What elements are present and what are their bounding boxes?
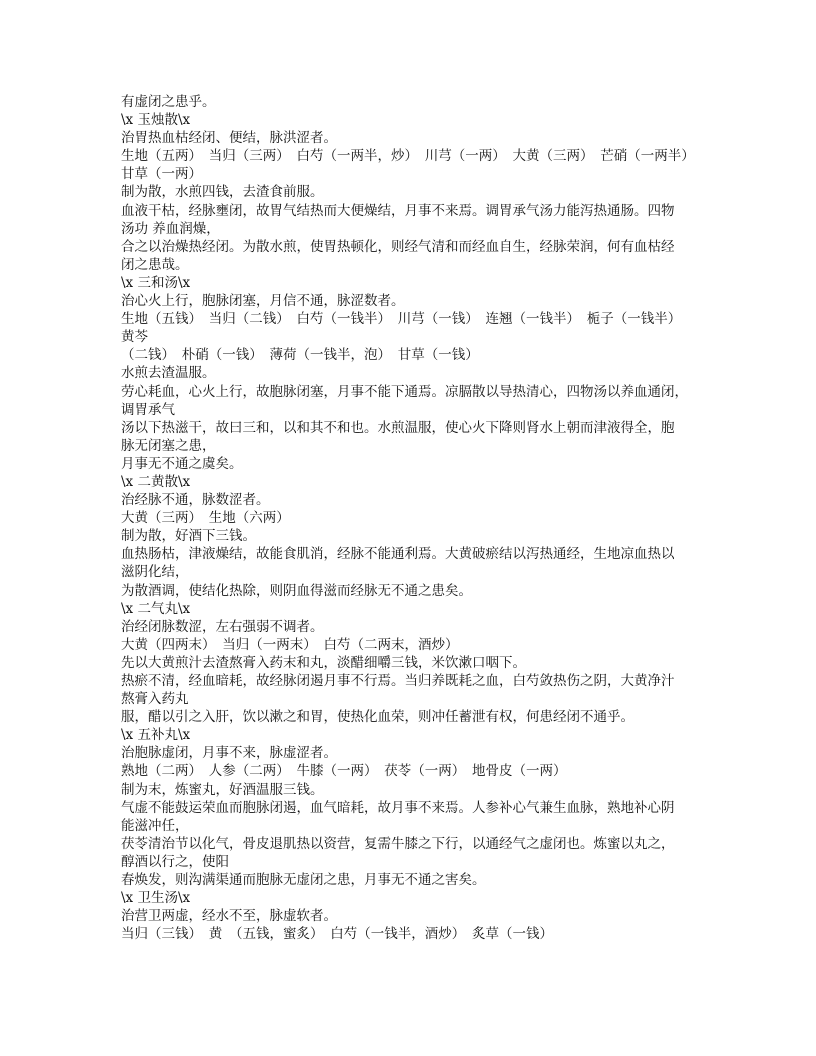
- document-page: [121, 93, 711, 943]
- text-line: 调胃承气: [121, 401, 175, 418]
- ingredients-line: 大黄（四两末） 当归（一两末） 白芍（二两末，酒炒）: [121, 636, 459, 653]
- text-line: 制为散，水煎四钱，去渣食前服。: [121, 184, 324, 201]
- text-line: 治胞脉虚闭，月事不来，脉虚涩者。: [121, 745, 337, 762]
- formula-heading: \x 玉烛散\x: [121, 112, 191, 129]
- formula-heading: \x 二黄散\x: [121, 473, 191, 490]
- text-line: 水煎去渣温服。: [121, 365, 216, 382]
- text-line: 能滋冲任，: [121, 817, 189, 834]
- text-line: 月事无不通之虞矣。: [121, 455, 243, 472]
- text-line: 治经闭脉数涩，左右强弱不调者。: [121, 618, 324, 635]
- formula-heading: \x 卫生汤\x: [121, 890, 191, 907]
- formula-heading: \x 五补丸\x: [121, 727, 191, 744]
- text-line: 闭之患哉。: [121, 256, 189, 273]
- text-line: 血液干枯，经脉壅闭，故胃气结热而大便燥结，月事不来焉。调胃承气汤力能泻热通肠。四物: [121, 202, 675, 219]
- text-line: 滋阴化结，: [121, 564, 189, 581]
- formula-heading: \x 二气丸\x: [121, 600, 191, 617]
- ingredients-line: 生地（五钱） 当归（二钱） 白芍（一钱半） 川芎（一钱） 连翘（一钱半） 栀子（一钱半）: [121, 311, 682, 328]
- ingredients-line: 大黄（三两） 生地（六两）: [121, 510, 290, 527]
- ingredients-line: 甘草（一两）: [121, 166, 202, 183]
- text-line: 醇酒以行之，使阳: [121, 853, 229, 870]
- text-line: 春焕发，则沟满渠通而胞脉无虚闭之患，月事无不通之害矣。: [121, 872, 486, 889]
- text-line: 制为散，好酒下三钱。: [121, 528, 256, 545]
- text-line: 血热肠枯，津液燥结，故能食肌消，经脉不能通利焉。大黄破瘀结以泻热通经，生地凉血热以: [121, 546, 675, 563]
- text-line: 热瘀不清，经血暗耗，故经脉闭遏月事不行焉。当归养既耗之血，白芍敛热伤之阴，大黄净汁: [121, 673, 675, 689]
- ingredients-line: 熟地（二两） 人参（二两） 牛膝（一两） 茯苓（一两） 地骨皮（一两）: [121, 763, 567, 780]
- text-line: 脉无闭塞之患，: [121, 437, 216, 454]
- text-line: 治胃热血枯经闭、便结，脉洪涩者。: [121, 130, 337, 147]
- formula-heading: \x 三和汤\x: [121, 274, 191, 291]
- text-line: 治营卫两虚，经水不至，脉虚软者。: [121, 908, 337, 925]
- text-line: 汤以下热滋干，故曰三和，以和其不和也。水煎温服，使心火下降则肾水上朝而津液得全，胞: [121, 419, 675, 436]
- text-line: 有虚闭之患乎。: [121, 94, 216, 110]
- text-line: 治经脉不通，脉数涩者。: [121, 492, 270, 509]
- text-line: 制为末，炼蜜丸，好酒温服三钱。: [121, 781, 324, 798]
- text-line: 为散酒调，使结化热除，则阴血得滋而经脉无不通之患矣。: [121, 582, 472, 599]
- ingredients-line: 生地（五两） 当归（三两） 白芍（一两半，炒） 川芎（一两） 大黄（三两） 芒硝（一两半）: [121, 148, 695, 165]
- text-line: 劳心耗血，心火上行，故胞脉闭塞，月事不能下通焉。凉膈散以导热清心，四物汤以养血通闭，: [121, 383, 688, 400]
- text-line: 服，醋以引之入肝，饮以漱之和胃，使热化血荣，则冲任蓄泄有权，何患经闭不通乎。: [121, 709, 634, 726]
- text-line: 茯苓清治节以化气，骨皮退肌热以资营，复需牛膝之下行，以通经气之虚闭也。炼蜜以丸之，: [121, 835, 675, 852]
- text-line: 熬膏入药丸: [121, 691, 189, 708]
- text-line: 先以大黄煎汁去渣熬膏入药末和丸，淡醋细嚼三钱，米饮漱口咽下。: [121, 654, 526, 671]
- text-line: 汤功 养血润燥，: [121, 220, 220, 237]
- ingredients-line: 当归（三钱） 黄 （五钱，蜜炙） 白芍（一钱半，酒炒） 炙草（一钱）: [121, 926, 553, 943]
- ingredients-line: 黄芩: [121, 329, 148, 346]
- text-line: 合之以治燥热经闭。为散水煎，使胃热顿化，则经气清和而经血自生，经脉荣润，何有血枯经: [121, 238, 675, 255]
- text-line: 气虚不能鼓运荣血而胞脉闭遏，血气暗耗，故月事不来焉。人参补心气兼生血脉，熟地补心阴: [121, 799, 675, 816]
- ingredients-line: （二钱） 朴硝（一钱） 薄荷（一钱半，泡） 甘草（一钱）: [121, 347, 479, 364]
- text-line: 治心火上行，胞脉闭塞，月信不通，脉涩数者。: [121, 293, 405, 310]
